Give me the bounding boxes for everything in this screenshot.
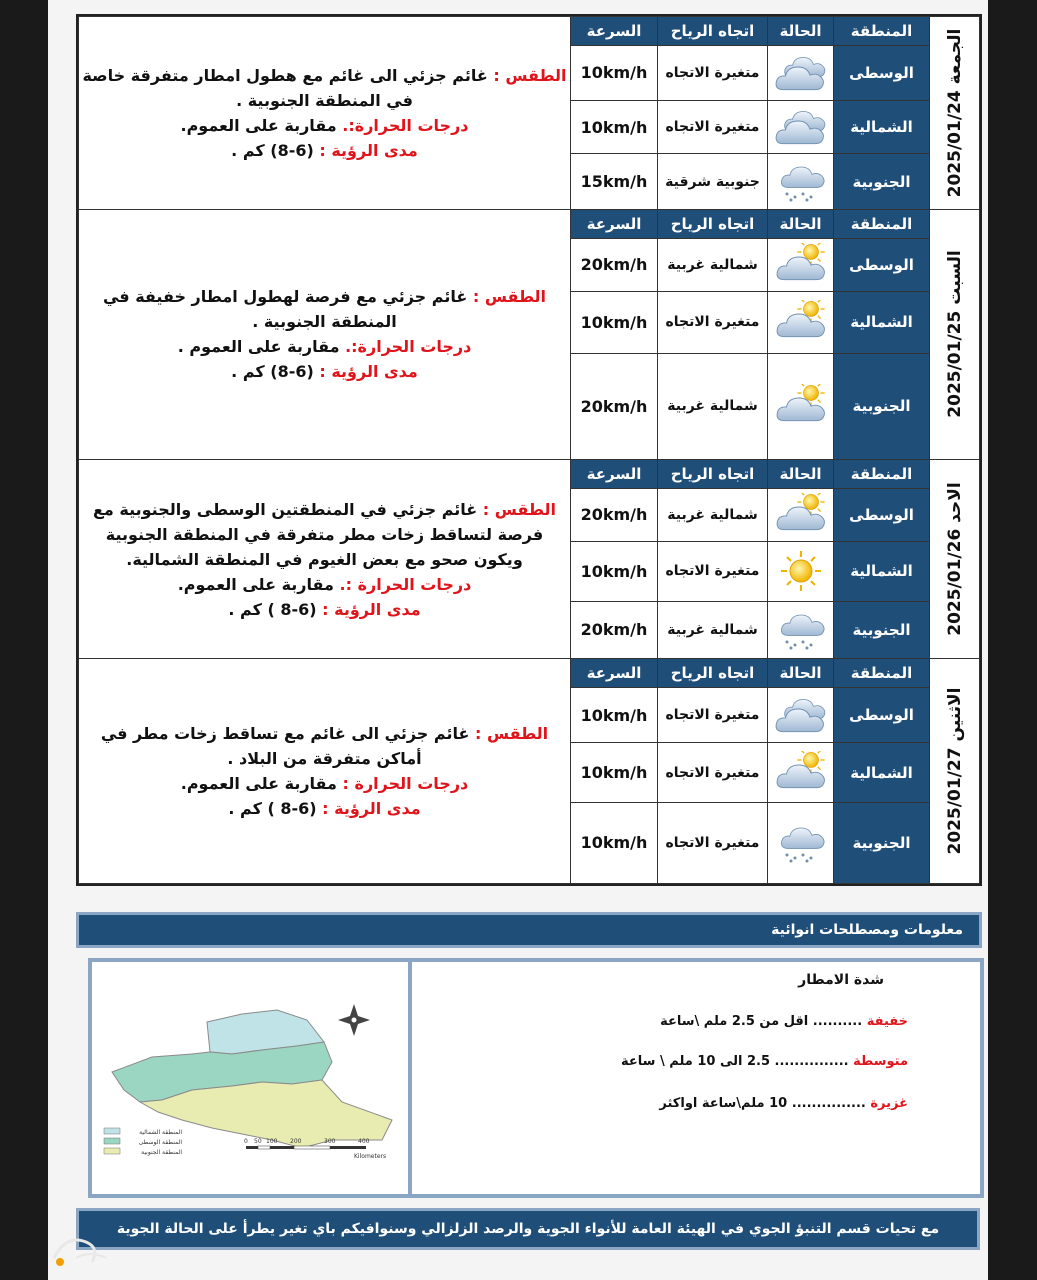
wind-direction: شمالية غربية xyxy=(658,238,768,291)
header-region: المنطقة xyxy=(834,460,930,489)
partly-cloudy-icon xyxy=(769,243,833,287)
condition-cell xyxy=(768,802,834,883)
condition-cell xyxy=(768,353,834,460)
temperature-label: درجات الحرارة :. xyxy=(339,574,472,594)
region-name: الجنوبية xyxy=(834,802,930,883)
visibility-text: (6-8) كم . xyxy=(231,140,314,160)
day-date-cell xyxy=(930,209,980,459)
condition-cell xyxy=(768,601,834,659)
scale-200: 200 xyxy=(290,1138,302,1145)
cloudy-icon xyxy=(769,693,833,737)
rain-light-text: .......... اقل من 2.5 ملم \ساعة xyxy=(660,1014,863,1029)
header-condition: الحالة xyxy=(768,460,834,489)
wind-speed: 10km/h xyxy=(571,542,658,602)
rain-cloud-icon xyxy=(769,160,833,204)
scale-0: 0 xyxy=(244,1138,248,1145)
weather-label: الطقس : xyxy=(493,65,567,85)
rain-intensity-title: شدة الامطار xyxy=(798,972,884,988)
day-header-row xyxy=(79,659,980,688)
day-date-cell xyxy=(930,460,980,659)
region-name: الوسطى xyxy=(834,45,930,100)
region-name: الجنوبية xyxy=(834,154,930,209)
cloudy-icon xyxy=(769,105,833,149)
weather-text: غائم جزئي في المنطقتين الوسطى والجنوبية مع فرصة لتساقط زخات مطر متفرقة في المنطقة الجنوبية ويكون صحو مع بعض الغيوم في المنطقة الشمالية. xyxy=(93,499,544,569)
condition-cell xyxy=(768,542,834,602)
scale-100: 100 xyxy=(266,1138,278,1145)
region-name: الوسطى xyxy=(834,238,930,291)
header-wind: اتجاه الرياح xyxy=(658,659,768,688)
wind-speed: 10km/h xyxy=(571,743,658,803)
map-legend xyxy=(104,1128,182,1156)
visibility-text: (6-8) كم . xyxy=(231,362,314,382)
header-condition: الحالة xyxy=(768,209,834,238)
rain-medium-row xyxy=(621,1054,908,1069)
condition-cell xyxy=(768,687,834,742)
region-name: الشمالية xyxy=(834,291,930,353)
wind-speed: 10km/h xyxy=(571,291,658,353)
wind-direction: متغيرة الاتجاه xyxy=(658,45,768,100)
region-name: الشمالية xyxy=(834,542,930,602)
region-name: الجنوبية xyxy=(834,353,930,460)
legend-north: المنطقة الشمالية xyxy=(139,1129,182,1136)
wind-direction: متغيرة الاتجاه xyxy=(658,743,768,803)
weather-text: غائم جزئي الى غائم مع تساقط زخات مطر في أماكن متفرقة من البلاد . xyxy=(100,724,470,769)
rain-medium-text: ............... 2.5 الى 10 ملم \ ساعة xyxy=(621,1054,849,1069)
wind-speed: 15km/h xyxy=(571,154,658,209)
region-name: الوسطى xyxy=(834,488,930,541)
day-date-label: الاثنين 2025/01/27 xyxy=(944,687,965,855)
forecast-sheet xyxy=(76,14,982,886)
rain-cloud-icon xyxy=(769,608,833,652)
condition-cell xyxy=(768,101,834,154)
condition-cell xyxy=(768,238,834,291)
wind-direction: متغيرة الاتجاه xyxy=(658,542,768,602)
legend-south: المنطقة الجنوبية xyxy=(141,1149,182,1156)
wind-direction: شمالية غربية xyxy=(658,601,768,659)
day-forecast-text xyxy=(79,17,571,210)
visibility-label: مدى الرؤية : xyxy=(319,140,418,160)
legend-central: المنطقة الوسطى xyxy=(138,1139,182,1146)
sunny-icon xyxy=(769,549,833,593)
rain-light-row xyxy=(660,1014,908,1029)
weather-text: غائم جزئي الى غائم مع هطول امطار متفرقة خاصة في المنطقة الجنوبية . xyxy=(82,65,488,110)
temperature-text: مقاربة على العموم . xyxy=(177,337,340,357)
day-date-label: السبت 2025/01/25 xyxy=(944,250,965,419)
day-date-cell xyxy=(930,659,980,884)
region-name: الوسطى xyxy=(834,687,930,742)
condition-cell xyxy=(768,488,834,541)
rain-medium-label: متوسطة xyxy=(853,1054,908,1069)
weather-label: الطقس : xyxy=(474,724,549,744)
wind-speed: 20km/h xyxy=(571,353,658,460)
header-speed: السرعة xyxy=(571,17,658,46)
header-condition: الحالة xyxy=(768,659,834,688)
wind-speed: 10km/h xyxy=(571,101,658,154)
condition-cell xyxy=(768,154,834,209)
header-wind: اتجاه الرياح xyxy=(658,209,768,238)
header-region: المنطقة xyxy=(834,659,930,688)
day-header-row xyxy=(79,209,980,238)
condition-cell xyxy=(768,291,834,353)
footer-bar: مع تحيات قسم التنبؤ الجوي في الهيئة العامة للأنواء الجوية والرصد الزلزالي وسنوافيكم باي تغير يطرأ على الحالة الجوية xyxy=(76,1208,980,1250)
rain-cloud-icon xyxy=(769,821,833,865)
scale-unit: Kilometers xyxy=(354,1153,387,1160)
day-header-row xyxy=(79,460,980,489)
cloudy-icon xyxy=(769,51,833,95)
wind-direction: جنوبية شرقية xyxy=(658,154,768,209)
day-forecast-text xyxy=(79,659,571,884)
header-region: المنطقة xyxy=(834,17,930,46)
glossary-bar: معلومات ومصطلحات انوائية xyxy=(76,912,982,948)
temperature-label: درجات الحرارة : xyxy=(342,774,469,794)
day-header-row xyxy=(79,17,980,46)
temperature-label: درجات الحرارة:. xyxy=(345,337,472,357)
visibility-text: (6-8 ) كم . xyxy=(228,599,317,619)
wind-speed: 10km/h xyxy=(571,687,658,742)
scale-400: 400 xyxy=(358,1138,370,1145)
partly-cloudy-icon xyxy=(769,751,833,795)
condition-cell xyxy=(768,743,834,803)
day-date-label: الجمعة 2025/01/24 xyxy=(944,28,965,198)
weather-label: الطقس : xyxy=(472,287,547,307)
day-date-cell xyxy=(930,17,980,210)
day-date-label: الاحد 2025/01/26 xyxy=(944,482,965,636)
weather-label: الطقس : xyxy=(482,499,556,519)
wind-direction: متغيرة الاتجاه xyxy=(658,802,768,883)
rain-heavy-row xyxy=(659,1096,908,1111)
scale-300: 300 xyxy=(324,1138,336,1145)
visibility-text: (6-8 ) كم . xyxy=(228,799,317,819)
wind-direction: شمالية غربية xyxy=(658,488,768,541)
forecast-table xyxy=(78,16,980,884)
rain-light-label: خفيفة xyxy=(866,1014,908,1029)
header-wind: اتجاه الرياح xyxy=(658,17,768,46)
temperature-text: مقاربة على العموم. xyxy=(177,574,334,594)
rain-heavy-label: غزيرة xyxy=(870,1096,908,1111)
day-forecast-text xyxy=(79,460,571,659)
wind-direction: متغيرة الاتجاه xyxy=(658,687,768,742)
iraq-region-map xyxy=(92,962,410,1194)
wind-speed: 20km/h xyxy=(571,601,658,659)
temperature-label: درجات الحرارة:. xyxy=(342,115,469,135)
header-condition: الحالة xyxy=(768,17,834,46)
header-speed: السرعة xyxy=(571,460,658,489)
temperature-text: مقاربة على العموم. xyxy=(180,774,337,794)
rain-heavy-text: ............... 10 ملم\ساعة اواكثر xyxy=(659,1096,866,1111)
day-forecast-text xyxy=(79,209,571,459)
visibility-label: مدى الرؤية : xyxy=(322,799,421,819)
weather-text: غائم جزئي مع فرصة لهطول امطار خفيفة في المنطقة الجنوبية . xyxy=(102,287,468,332)
partly-cloudy-icon xyxy=(769,493,833,537)
header-region: المنطقة xyxy=(834,209,930,238)
region-name: الجنوبية xyxy=(834,601,930,659)
scale-50: 50 xyxy=(254,1138,262,1145)
watermark-logo-icon xyxy=(46,1228,116,1272)
region-name: الشمالية xyxy=(834,743,930,803)
compass-rose-icon xyxy=(338,1004,370,1036)
wind-speed: 20km/h xyxy=(571,488,658,541)
header-wind: اتجاه الرياح xyxy=(658,460,768,489)
wind-speed: 20km/h xyxy=(571,238,658,291)
region-name: الشمالية xyxy=(834,101,930,154)
partly-cloudy-icon xyxy=(769,384,833,428)
rain-intensity-panel xyxy=(408,958,984,1198)
region-map-panel xyxy=(88,958,414,1198)
header-speed: السرعة xyxy=(571,209,658,238)
visibility-label: مدى الرؤية : xyxy=(322,599,421,619)
wind-speed: 10km/h xyxy=(571,802,658,883)
wind-direction: متغيرة الاتجاه xyxy=(658,101,768,154)
bulletin-page xyxy=(48,0,988,1280)
wind-speed: 10km/h xyxy=(571,45,658,100)
header-speed: السرعة xyxy=(571,659,658,688)
visibility-label: مدى الرؤية : xyxy=(319,362,418,382)
temperature-text: مقاربة على العموم. xyxy=(180,115,337,135)
wind-direction: شمالية غربية xyxy=(658,353,768,460)
partly-cloudy-icon xyxy=(769,300,833,344)
wind-direction: متغيرة الاتجاه xyxy=(658,291,768,353)
condition-cell xyxy=(768,45,834,100)
